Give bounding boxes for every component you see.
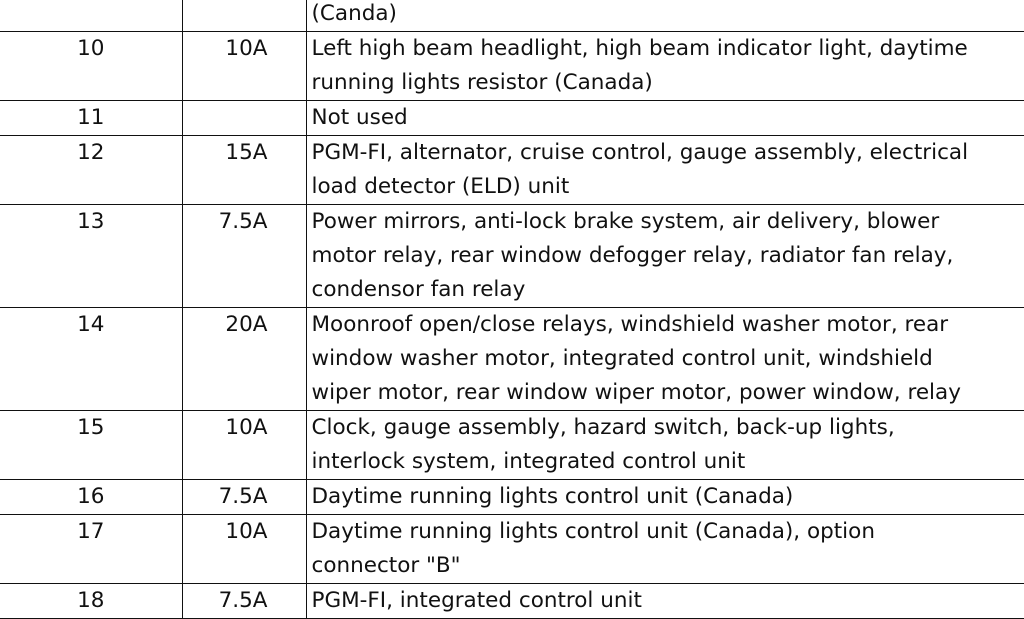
fuse-number-cell: 13: [0, 205, 182, 308]
fuse-amperage-cell: 7.5A: [182, 480, 306, 515]
fuse-number-cell: 16: [0, 480, 182, 515]
fuse-amperage-cell: 7.5A: [182, 584, 306, 619]
circuit-description-line: Power mirrors, anti-lock brake system, air delivery, blower: [311, 209, 940, 234]
table-row: [0, 0, 1024, 32]
table-row: [0, 101, 1024, 136]
fuse-number-cell: 10: [0, 32, 182, 101]
fuse-circuits-cell: [306, 515, 1024, 584]
fuse-circuits-cell: [306, 0, 1024, 32]
circuit-description-line: Left high beam headlight, high beam indicator light, daytime: [311, 36, 968, 61]
table-row: [0, 32, 1024, 101]
circuit-description-line: Moonroof open/close relays, windshield washer motor, rear: [311, 312, 949, 337]
fuse-number-cell: 11: [0, 101, 182, 136]
fuse-amperage-cell: 10A: [182, 515, 306, 584]
circuit-description-line: PGM-FI, alternator, cruise control, gauge assembly, electrical: [311, 140, 969, 165]
fuse-number-cell: [0, 0, 182, 32]
circuit-description-line: condensor fan relay: [311, 277, 526, 302]
circuit-description-line: load detector (ELD) unit: [311, 174, 570, 199]
circuit-description-line: PGM-FI, integrated control unit: [311, 588, 642, 613]
table-row: [0, 205, 1024, 308]
circuit-description-line: Not used: [311, 105, 408, 130]
fuse-circuits-cell: [306, 584, 1024, 619]
fuse-amperage-cell: [182, 101, 306, 136]
fuse-circuits-cell: [306, 480, 1024, 515]
circuit-description-line: interlock system, integrated control unit: [311, 449, 746, 474]
fuse-amperage-cell: [182, 0, 306, 32]
fuse-number-cell: 15: [0, 411, 182, 480]
fuse-circuits-cell: [306, 411, 1024, 480]
fuse-number-cell: 12: [0, 136, 182, 205]
circuit-description-line: (Canda): [311, 1, 397, 26]
circuit-description-line: running lights resistor (Canada): [311, 70, 653, 95]
fuse-circuits-cell: [306, 136, 1024, 205]
fuse-amperage-cell: 10A: [182, 32, 306, 101]
table-row: [0, 515, 1024, 584]
circuit-description-line: window washer motor, integrated control unit, windshield: [311, 346, 933, 371]
table-row: [0, 308, 1024, 411]
fuse-circuits-cell: [306, 101, 1024, 136]
fuse-circuits-cell: [306, 205, 1024, 308]
table-row: [0, 480, 1024, 515]
circuit-description-line: Daytime running lights control unit (Canada): [311, 484, 794, 509]
table-row: [0, 584, 1024, 619]
fuse-amperage-cell: 7.5A: [182, 205, 306, 308]
table-row: [0, 411, 1024, 480]
circuit-description-line: motor relay, rear window defogger relay, radiator fan relay,: [311, 243, 954, 268]
fuse-amperage-cell: 20A: [182, 308, 306, 411]
fuse-number-cell: 17: [0, 515, 182, 584]
table-row: [0, 136, 1024, 205]
fuse-amperage-cell: 10A: [182, 411, 306, 480]
fuse-number-cell: 18: [0, 584, 182, 619]
fuse-circuits-cell: [306, 32, 1024, 101]
circuit-description-line: Daytime running lights control unit (Canada), option: [311, 519, 875, 544]
circuit-description-line: Clock, gauge assembly, hazard switch, back-up lights,: [311, 415, 895, 440]
circuit-description-line: wiper motor, rear window wiper motor, power window, relay: [311, 380, 961, 405]
circuit-description-line: connector "B": [311, 553, 461, 578]
fuse-amperage-cell: 15A: [182, 136, 306, 205]
fuse-number-cell: 14: [0, 308, 182, 411]
fuse-circuits-cell: [306, 308, 1024, 411]
